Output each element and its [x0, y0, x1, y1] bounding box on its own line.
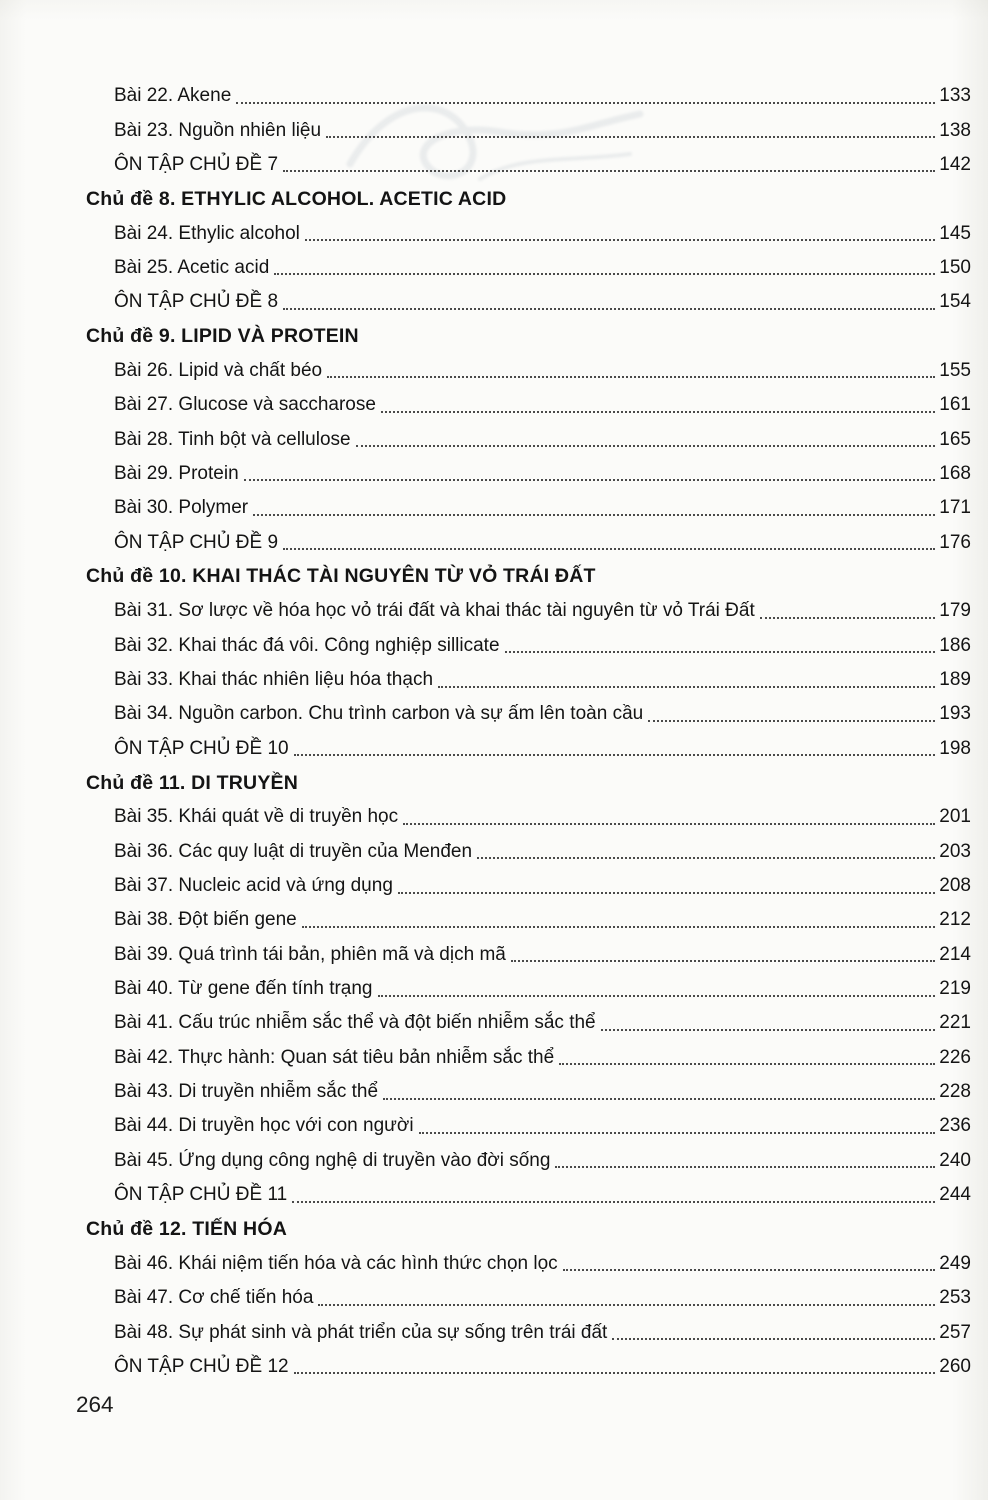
toc-item-row [86, 1075, 971, 1109]
toc-entry-page-number: 189 [939, 669, 971, 691]
page-number: 264 [76, 1392, 114, 1417]
dot-leader [294, 1359, 936, 1374]
toc-entry-page-number: 212 [939, 909, 971, 931]
toc-item-row [86, 1315, 971, 1349]
dot-leader [403, 810, 935, 825]
toc-entry-label: Bài 35. Khái quát về di truyền học [114, 806, 399, 828]
toc-entry-page-number: 240 [939, 1149, 971, 1171]
toc-entry-label: ÔN TẬP CHỦ ĐỀ 10 [114, 737, 289, 759]
toc-entry-page-number: 219 [939, 978, 971, 1000]
dot-leader [327, 363, 935, 378]
toc-item-row [86, 1281, 971, 1315]
toc-item-row [86, 835, 971, 869]
toc-item-row [86, 1144, 971, 1178]
toc-chapter-row [86, 766, 971, 800]
toc-item-row [86, 869, 971, 903]
toc-item-row [86, 491, 971, 525]
toc-item-row [86, 1247, 971, 1281]
dot-leader [511, 947, 935, 962]
toc-entry-page-number: 168 [939, 462, 971, 484]
dot-leader [555, 1153, 935, 1168]
dot-leader [378, 982, 936, 997]
dot-leader [302, 913, 936, 928]
toc-entry-page-number: 155 [939, 359, 971, 381]
toc-entry-label: Bài 23. Nguồn nhiên liệu [114, 119, 322, 141]
toc-chapter-row [86, 1212, 971, 1246]
toc-entry-label: Bài 47. Cơ chế tiến hóa [114, 1287, 314, 1309]
toc-entry-label: Bài 46. Khái niệm tiến hóa và các hình thức chọn lọc [114, 1252, 558, 1274]
toc-entry-label: Chủ đề 11. DI TRUYỀN [86, 771, 299, 794]
toc-entry-label: Chủ đề 10. KHAI THÁC TÀI NGUYÊN TỪ VỎ TRÁI ĐẤT [86, 565, 596, 588]
toc-entry-label: Bài 31. Sơ lược về hóa học vỏ trái đất và khai thác tài nguyên từ vỏ Trái Đất [114, 600, 755, 622]
toc-item-row [86, 388, 971, 422]
toc-entry-label: ÔN TẬP CHỦ ĐỀ 9 [114, 531, 279, 553]
toc-entry-label: Chủ đề 9. LIPID VÀ PROTEIN [86, 325, 359, 348]
dot-leader [294, 741, 936, 756]
toc-entry-page-number: 171 [939, 497, 971, 519]
toc-item-row [86, 1178, 971, 1212]
toc-entry-page-number: 236 [939, 1115, 971, 1137]
dot-leader [356, 432, 936, 447]
toc-entry-page-number: 226 [939, 1046, 971, 1068]
toc-item-row [86, 1350, 971, 1384]
toc-list [86, 79, 971, 1384]
toc-entry-label: Bài 24. Ethylic alcohol [114, 222, 300, 244]
dot-leader [648, 707, 935, 722]
toc-entry-label: Bài 44. Di truyền học với con người [114, 1115, 414, 1137]
toc-entry-page-number: 221 [939, 1012, 971, 1034]
toc-entry-page-number: 257 [939, 1321, 971, 1343]
toc-item-row [86, 148, 971, 182]
dot-leader [505, 638, 936, 653]
toc-item-row [86, 285, 971, 319]
toc-item-row [86, 594, 971, 628]
toc-item-row [86, 525, 971, 559]
toc-chapter-row [86, 182, 971, 216]
toc-entry-label: Bài 29. Protein [114, 462, 239, 484]
dot-leader [236, 89, 935, 104]
toc-entry-page-number: 176 [939, 531, 971, 553]
toc-entry-label: Bài 25. Acetic acid [114, 256, 270, 278]
dot-leader [760, 604, 936, 619]
toc-item-row [86, 903, 971, 937]
toc-entry-label: Bài 40. Từ gene đến tính trạng [114, 978, 373, 1000]
dot-leader [283, 535, 935, 550]
toc-entry-label: Bài 36. Các quy luật di truyền của Menđen [114, 840, 473, 862]
toc-entry-label: Bài 45. Ứng dụng công nghệ di truyền vào đời sống [114, 1149, 551, 1171]
toc-item-row [86, 972, 971, 1006]
toc-entry-label: Bài 32. Khai thác đá vôi. Công nghiệp sillicate [114, 634, 500, 656]
toc-entry-label: Bài 39. Quá trình tái bản, phiên mã và dịch mã [114, 943, 506, 965]
toc-item-row [86, 663, 971, 697]
dot-leader [383, 1085, 935, 1100]
toc-entry-page-number: 138 [939, 119, 971, 141]
dot-leader [398, 879, 935, 894]
toc-entry-page-number: 228 [939, 1081, 971, 1103]
dot-leader [326, 123, 935, 138]
dot-leader [477, 844, 935, 859]
toc-entry-page-number: 249 [939, 1252, 971, 1274]
dot-leader [274, 260, 935, 275]
toc-entry-label: Bài 34. Nguồn carbon. Chu trình carbon và sự ấm lên toàn cầu [114, 703, 644, 725]
toc-entry-label: Bài 22. Akene [114, 85, 232, 107]
toc-entry-label: Bài 48. Sự phát sinh và phát triển của sự sống trên trái đất [114, 1321, 608, 1343]
toc-item-row [86, 251, 971, 285]
dot-leader [612, 1325, 935, 1340]
toc-entry-label: ÔN TẬP CHỦ ĐỀ 11 [114, 1184, 288, 1206]
toc-entry-label: Bài 27. Glucose và saccharose [114, 394, 376, 416]
toc-entry-label: Bài 30. Polymer [114, 497, 249, 519]
toc-entry-page-number: 253 [939, 1287, 971, 1309]
dot-leader [563, 1256, 936, 1271]
toc-entry-label: Bài 43. Di truyền nhiễm sắc thể [114, 1081, 379, 1103]
toc-item-row [86, 1109, 971, 1143]
toc-entry-page-number: 150 [939, 256, 971, 278]
toc-item-row [86, 113, 971, 147]
toc-item-row [86, 422, 971, 456]
toc-entry-label: Bài 26. Lipid và chất béo [114, 359, 323, 381]
toc-entry-page-number: 260 [939, 1355, 971, 1377]
toc-entry-page-number: 244 [939, 1184, 971, 1206]
toc-entry-label: Chủ đề 12. TIẾN HÓA [86, 1218, 287, 1241]
toc-item-row [86, 732, 971, 766]
toc-entry-label: ÔN TẬP CHỦ ĐỀ 8 [114, 291, 279, 313]
toc-item-row [86, 354, 971, 388]
toc-entry-label: Bài 33. Khai thác nhiên liệu hóa thạch [114, 669, 434, 691]
dot-leader [601, 1016, 936, 1031]
dot-leader [244, 466, 936, 481]
toc-entry-page-number: 208 [939, 875, 971, 897]
toc-entry-page-number: 193 [939, 703, 971, 725]
dot-leader [283, 295, 935, 310]
dot-leader [381, 398, 935, 413]
toc-entry-label: Bài 41. Cấu trúc nhiễm sắc thể và đột biến nhiễm sắc thể [114, 1012, 596, 1034]
toc-item-row [86, 457, 971, 491]
toc-chapter-row [86, 319, 971, 353]
toc-item-row [86, 938, 971, 972]
toc-item-row [86, 697, 971, 731]
toc-item-row [86, 629, 971, 663]
toc-item-row [86, 216, 971, 250]
toc-entry-page-number: 198 [939, 737, 971, 759]
toc-entry-label: Bài 42. Thực hành: Quan sát tiêu bản nhiễm sắc thể [114, 1046, 555, 1068]
dot-leader [292, 1188, 935, 1203]
toc-chapter-row [86, 560, 971, 594]
toc-entry-page-number: 133 [939, 85, 971, 107]
dot-leader [419, 1119, 936, 1134]
toc-entry-label: Bài 38. Đột biến gene [114, 909, 297, 931]
toc-entry-page-number: 142 [939, 153, 971, 175]
dot-leader [318, 1291, 935, 1306]
dot-leader [438, 673, 935, 688]
toc-entry-page-number: 201 [939, 806, 971, 828]
dot-leader [253, 501, 935, 516]
toc-entry-label: ÔN TẬP CHỦ ĐỀ 7 [114, 153, 279, 175]
toc-entry-page-number: 203 [939, 840, 971, 862]
dot-leader [559, 1050, 935, 1065]
toc-item-row [86, 800, 971, 834]
toc-entry-label: Chủ đề 8. ETHYLIC ALCOHOL. ACETIC ACID [86, 187, 507, 210]
toc-entry-page-number: 154 [939, 291, 971, 313]
toc-item-row [86, 1041, 971, 1075]
toc-entry-label: ÔN TẬP CHỦ ĐỀ 12 [114, 1355, 289, 1377]
dot-leader [305, 226, 935, 241]
toc-entry-label: Bài 28. Tinh bột và cellulose [114, 428, 351, 450]
toc-entry-page-number: 179 [939, 600, 971, 622]
toc-entry-page-number: 214 [939, 943, 971, 965]
toc-entry-page-number: 145 [939, 222, 971, 244]
toc-entry-page-number: 161 [939, 394, 971, 416]
toc-item-row [86, 1006, 971, 1040]
toc-entry-page-number: 165 [939, 428, 971, 450]
dot-leader [283, 157, 935, 172]
toc-entry-page-number: 186 [939, 634, 971, 656]
toc-entry-label: Bài 37. Nucleic acid và ứng dụng [114, 875, 393, 897]
toc-item-row [86, 79, 971, 113]
